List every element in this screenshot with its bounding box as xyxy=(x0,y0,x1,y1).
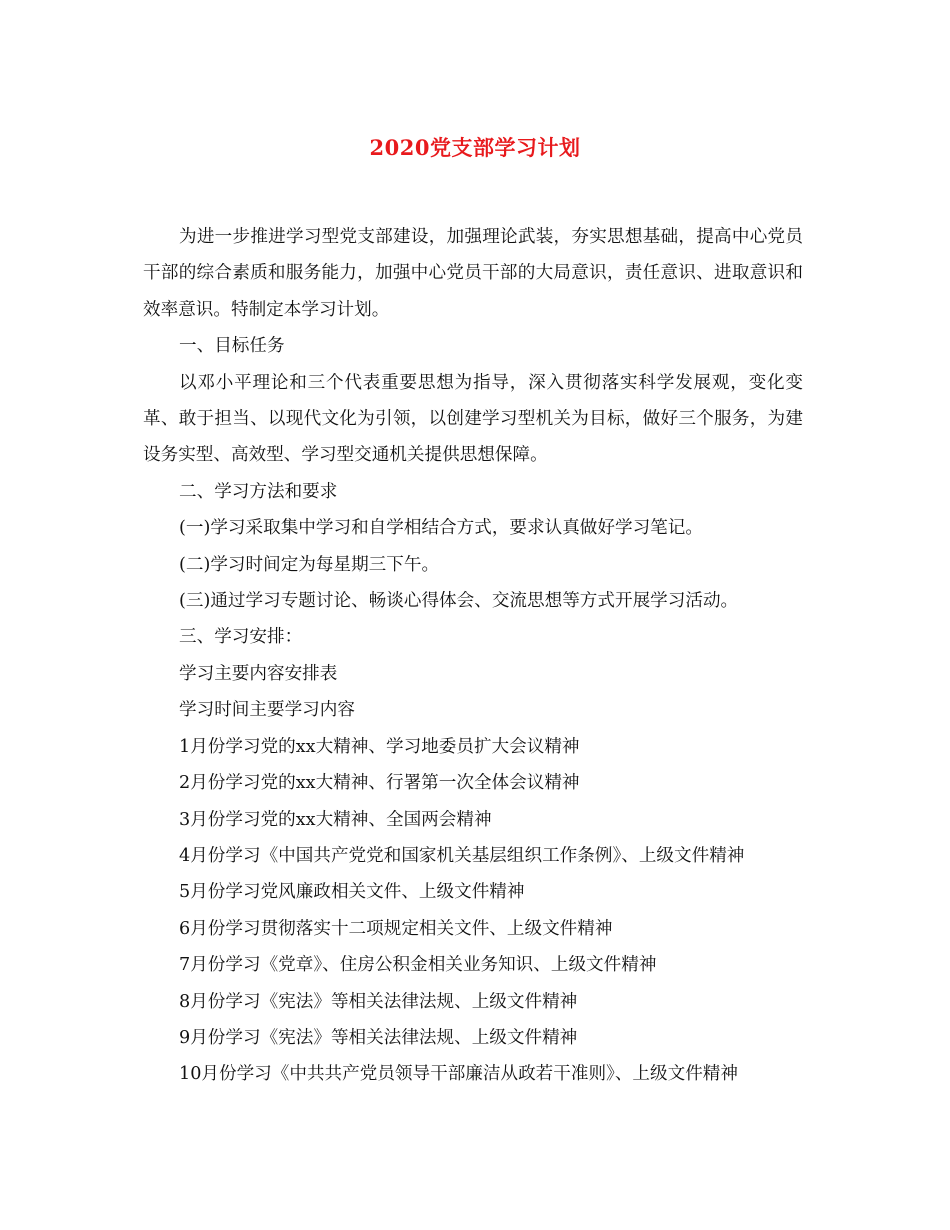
schedule-row: 9月份学习《宪法》等相关法律法规、上级文件精神 xyxy=(179,1027,578,1048)
schedule-row: 10月份学习《中共共产党员领导干部廉洁从政若干准则》、上级文件精神 xyxy=(179,1064,738,1085)
method-item: (二)学习时间定为每星期三下午。 xyxy=(179,554,440,575)
document-title: 2020党支部学习计划 xyxy=(369,135,581,160)
document-body xyxy=(143,219,803,1093)
section-heading-methods: 二、学习方法和要求 xyxy=(179,481,338,502)
method-item: (一)学习采取集中学习和自学相结合方式，要求认真做好学习笔记。 xyxy=(179,518,703,539)
schedule-row: 5月份学习党风廉政相关文件、上级文件精神 xyxy=(179,882,525,903)
schedule-row: 7月份学习《党章》、住房公积金相关业务知识、上级文件精神 xyxy=(179,955,657,976)
schedule-table-title: 学习主要内容安排表 xyxy=(179,663,338,684)
section-heading-schedule: 三、学习安排： xyxy=(179,627,303,648)
schedule-row: 3月份学习党的xx大精神、全国两会精神 xyxy=(179,809,492,830)
method-item: (三)通过学习专题讨论、畅谈心得体会、交流思想等方式开展学习活动。 xyxy=(179,591,739,612)
schedule-row: 4月份学习《中国共产党党和国家机关基层组织工作条例》、上级文件精神 xyxy=(179,845,745,866)
section-heading-goals: 一、目标任务 xyxy=(179,336,285,357)
schedule-table-header: 学习时间主要学习内容 xyxy=(179,700,355,721)
schedule-row: 8月份学习《宪法》等相关法律法规、上级文件精神 xyxy=(179,991,578,1012)
schedule-row: 6月份学习贯彻落实十二项规定相关文件、上级文件精神 xyxy=(179,918,613,939)
goals-paragraph: 以邓小平理论和三个代表重要思想为指导，深入贯彻落实科学发展观，变化变革、敢于担当、以现代文化为引领，以创建学习型机关为目标，做好三个服务，为建设务实型、高效型、学习型交通机关提供思想保障。 xyxy=(143,372,803,466)
intro-paragraph: 为进一步推进学习型党支部建设，加强理论武装，夯实思想基础，提高中心党员干部的综合素质和服务能力，加强中心党员干部的大局意识，责任意识、进取意识和效率意识。特制定本学习计划。 xyxy=(143,227,803,320)
schedule-row: 1月份学习党的xx大精神、学习地委员扩大会议精神 xyxy=(179,736,580,757)
schedule-row: 2月份学习党的xx大精神、行署第一次全体会议精神 xyxy=(179,773,580,794)
